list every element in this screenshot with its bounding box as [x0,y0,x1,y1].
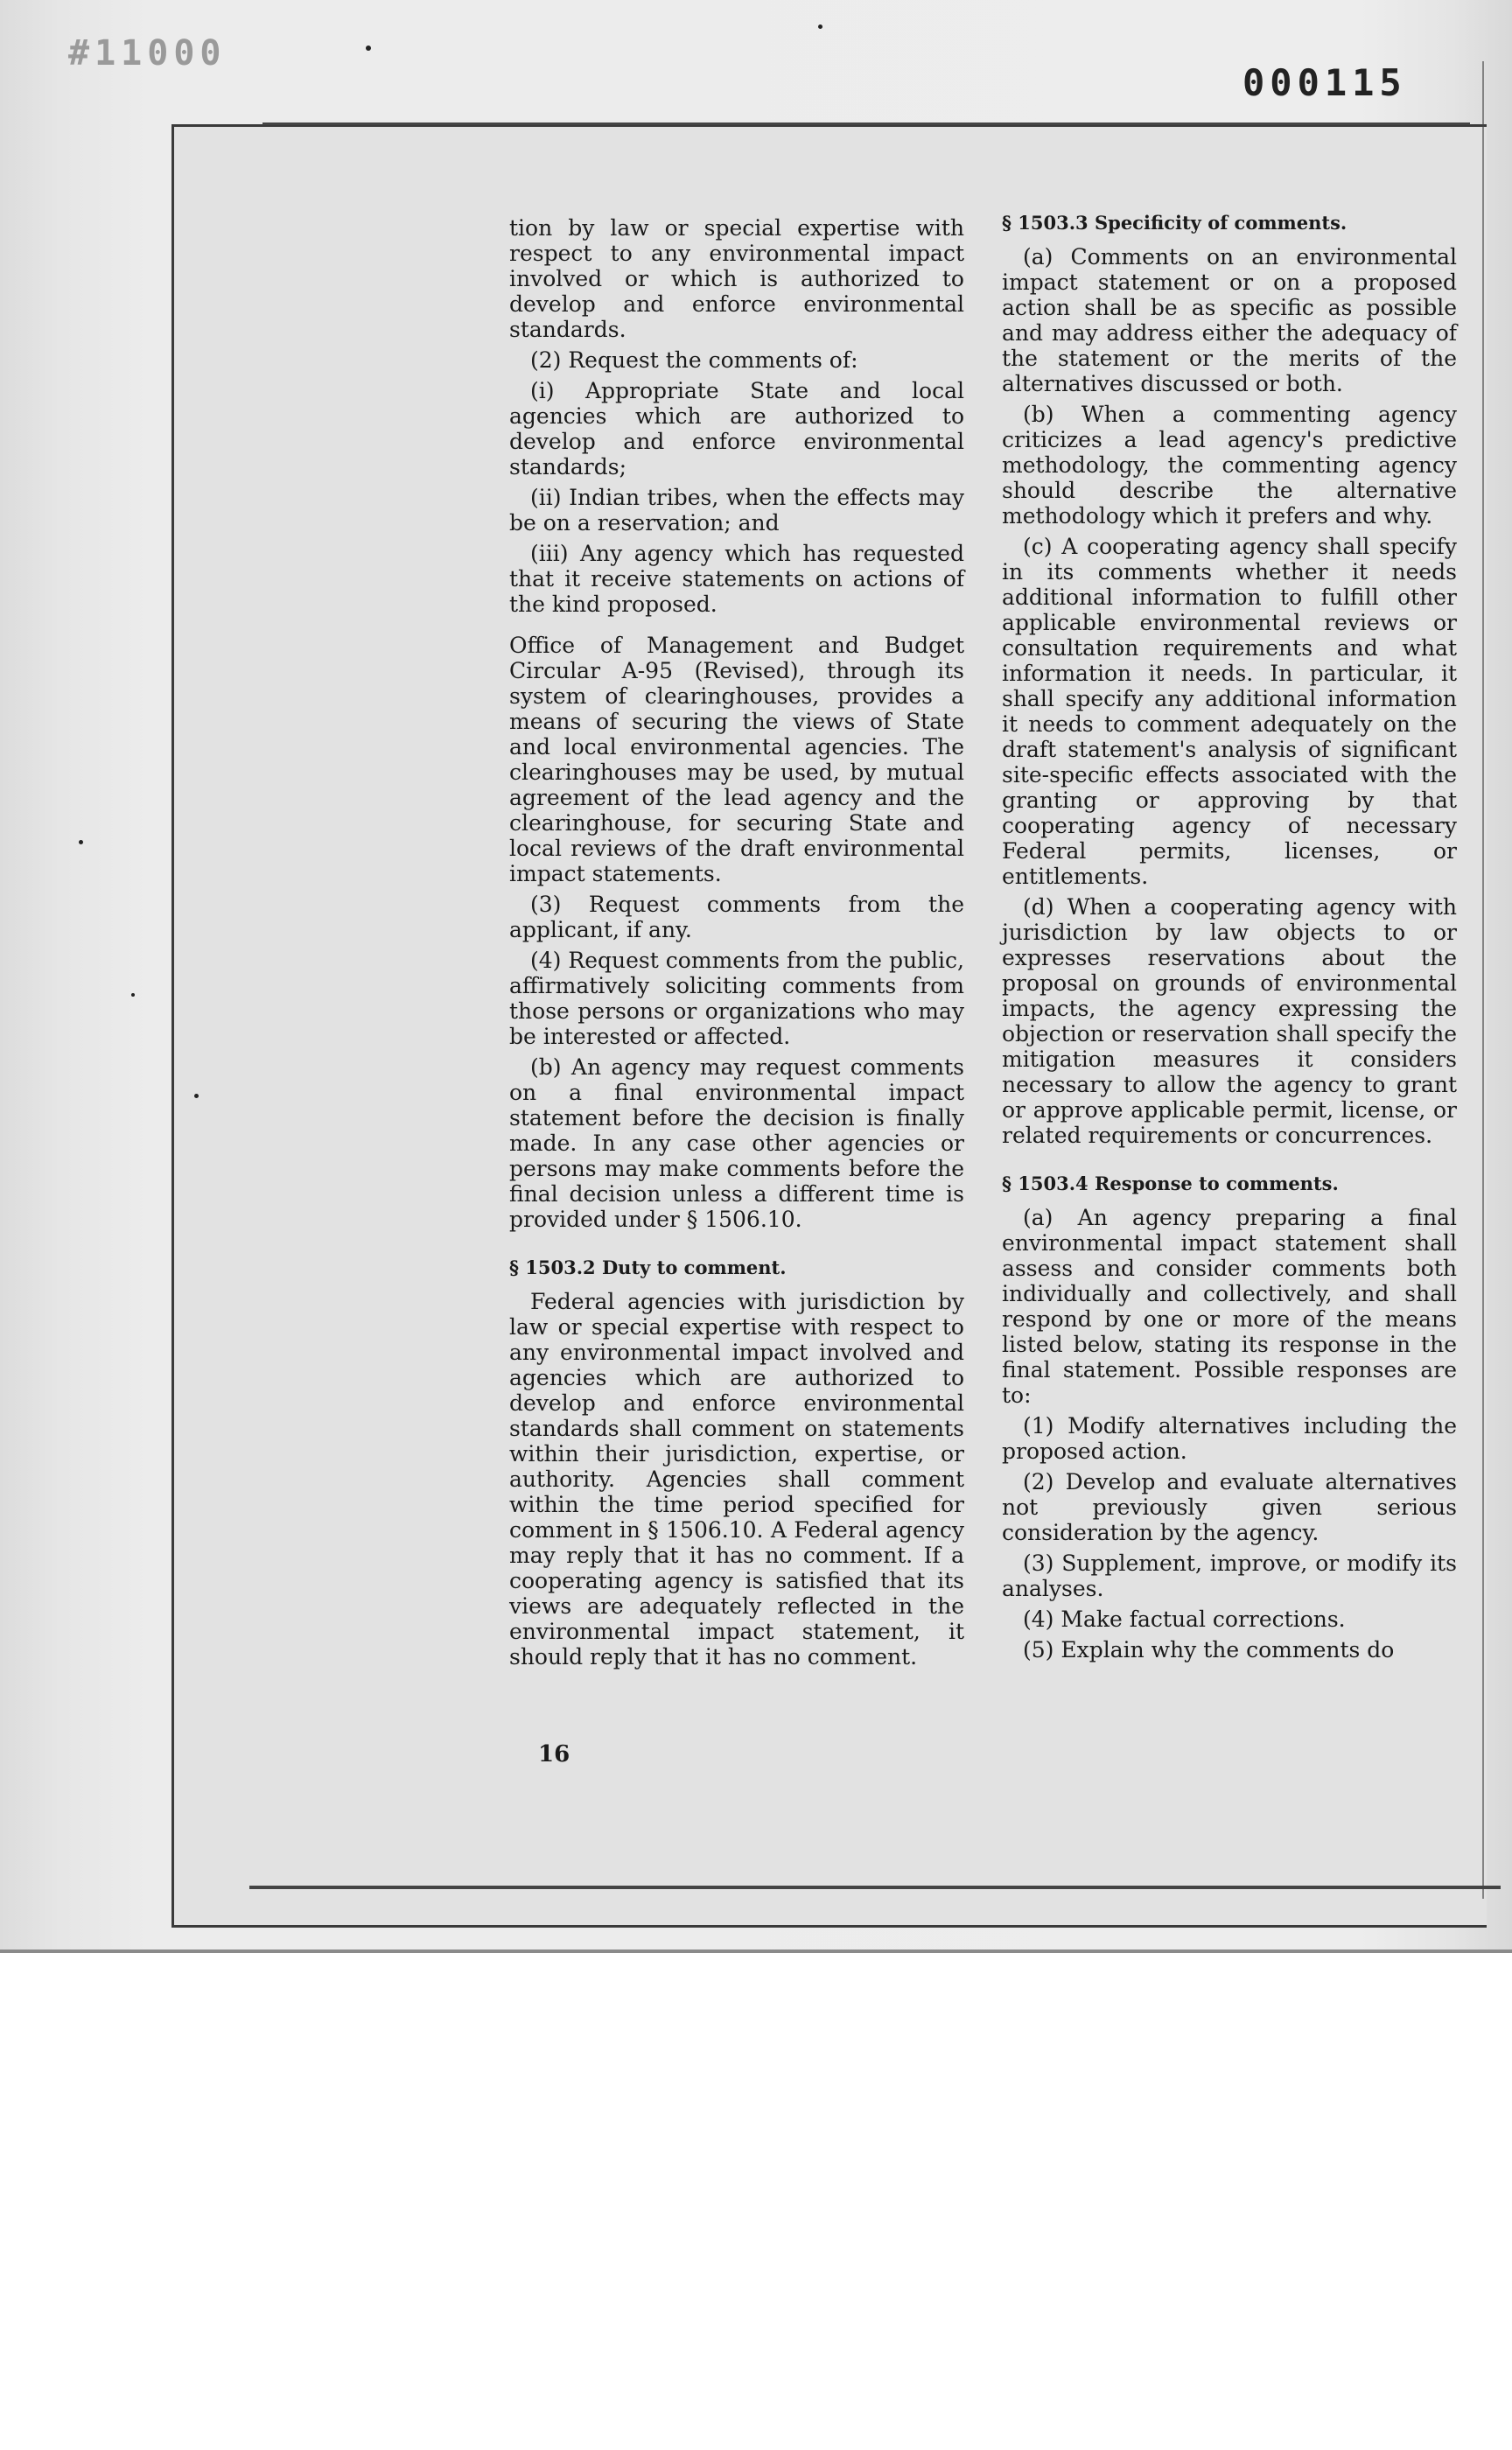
section-heading: § 1503.4 Response to comments. [1002,1172,1339,1194]
document-stamp-number: 000115 [1242,61,1407,104]
scan-speck [818,24,822,29]
paragraph: Federal agencies with jurisdiction by law or special expertise with respect to any environmental impact involved and agencies which are authorized to develop and enforce environmental standards shall comment on statements within their jurisdiction, expertise, or authority. Agencies shall comment within the time period specified for comment in § 1506.10. A Federal agency may reply that it has no comment. If a cooperating agency is satisfied that its views are adequately reflected in the environmental impact statement, it should reply that it has no comment. [509,1289,964,1670]
faded-stamp-number: #11000 [68,33,227,74]
bottom-edge-line [249,1886,1501,1889]
paragraph: (2) Request the comments of: [530,347,858,373]
right-edge-line [1482,61,1484,1899]
scan-speck [79,840,83,844]
paragraph: (5) Explain why the comments do [1023,1637,1395,1662]
section-heading: § 1503.3 Specificity of comments. [1002,212,1348,234]
paragraph: (ii) Indian tribes, when the effects may be on a reservation; and [509,485,964,536]
paragraph: (3) Request comments from the applicant, if any. [509,892,964,942]
paragraph: (i) Appropriate State and local agencies which are authorized to develop and enforce environmental standards; [509,378,964,480]
page-number: 16 [538,1741,570,1768]
scan-speck [366,46,371,51]
left-text-column [509,215,964,1675]
paragraph: (b) When a commenting agency criticizes a lead agency's predictive methodology, the commenting agency should describe the alternative methodology which it prefers and why. [1002,402,1457,528]
paragraph: (c) A cooperating agency shall specify in its comments whether it needs additional information to fulfill other applicable environmental reviews or consultation requirements and what information it needs. In particular, it shall specify any additional information it needs to comment adequately on the draft statement's analysis of significant site-specific effects associated with the granting or approving by that cooperating agency of necessary Federal permits, licenses, or entitlements. [1002,534,1457,889]
paragraph: Office of Management and Budget Circular A-95 (Revised), through its system of clearinghouses, provides a means of securing the views of State and local environmental agencies. The clearinghouses may be used, by mutual agreement of the lead agency and the clearinghouse, for securing State and local reviews of the draft environmental impact statements. [509,633,964,886]
right-text-column [1002,210,1457,1668]
paragraph: (4) Request comments from the public, affirmatively soliciting comments from those persons or organizations who may be interested or affected. [509,948,964,1049]
paragraph: (a) Comments on an environmental impact statement or on a proposed action shall be as specific as possible and may address either the adequacy of the statement or the merits of the alternatives discussed or both. [1002,244,1457,396]
paragraph: (iii) Any agency which has requested that it receive statements on actions of the kind proposed. [509,541,964,617]
paragraph: (3) Supplement, improve, or modify its analyses. [1002,1550,1457,1601]
paragraph: (4) Make factual corrections. [1023,1606,1346,1632]
section-heading: § 1503.2 Duty to comment. [509,1256,787,1278]
paragraph: (2) Develop and evaluate alternatives not previously given serious consideration by the agency. [1002,1469,1457,1545]
scan-speck [194,1094,199,1098]
paragraph: (b) An agency may request comments on a final environmental impact statement before the decision is finally made. In any case other agencies or persons may make comments before the final decision unless a different time is provided under § 1506.10. [509,1054,964,1232]
paragraph: (a) An agency preparing a final environmental impact statement shall assess and consider comments both individually and collectively, and shall respond by one or more of the means listed below, stating its response in the final statement. Possible responses are to: [1002,1205,1457,1408]
paragraph: (1) Modify alternatives including the proposed action. [1002,1413,1457,1464]
paragraph: (d) When a cooperating agency with jurisdiction by law objects to or expresses reservations about the proposal on grounds of environmental impacts, the agency expressing the objection or reservation shall specify the mitigation measures it considers necessary to allow the agency to grant or approve applicable permit, license, or related requirements or concurrences. [1002,894,1457,1148]
paragraph: tion by law or special expertise with respect to any environmental impact involved or which is authorized to develop and enforce environmental standards. [509,215,964,342]
scan-speck [131,993,135,997]
top-edge-line [262,122,1470,125]
